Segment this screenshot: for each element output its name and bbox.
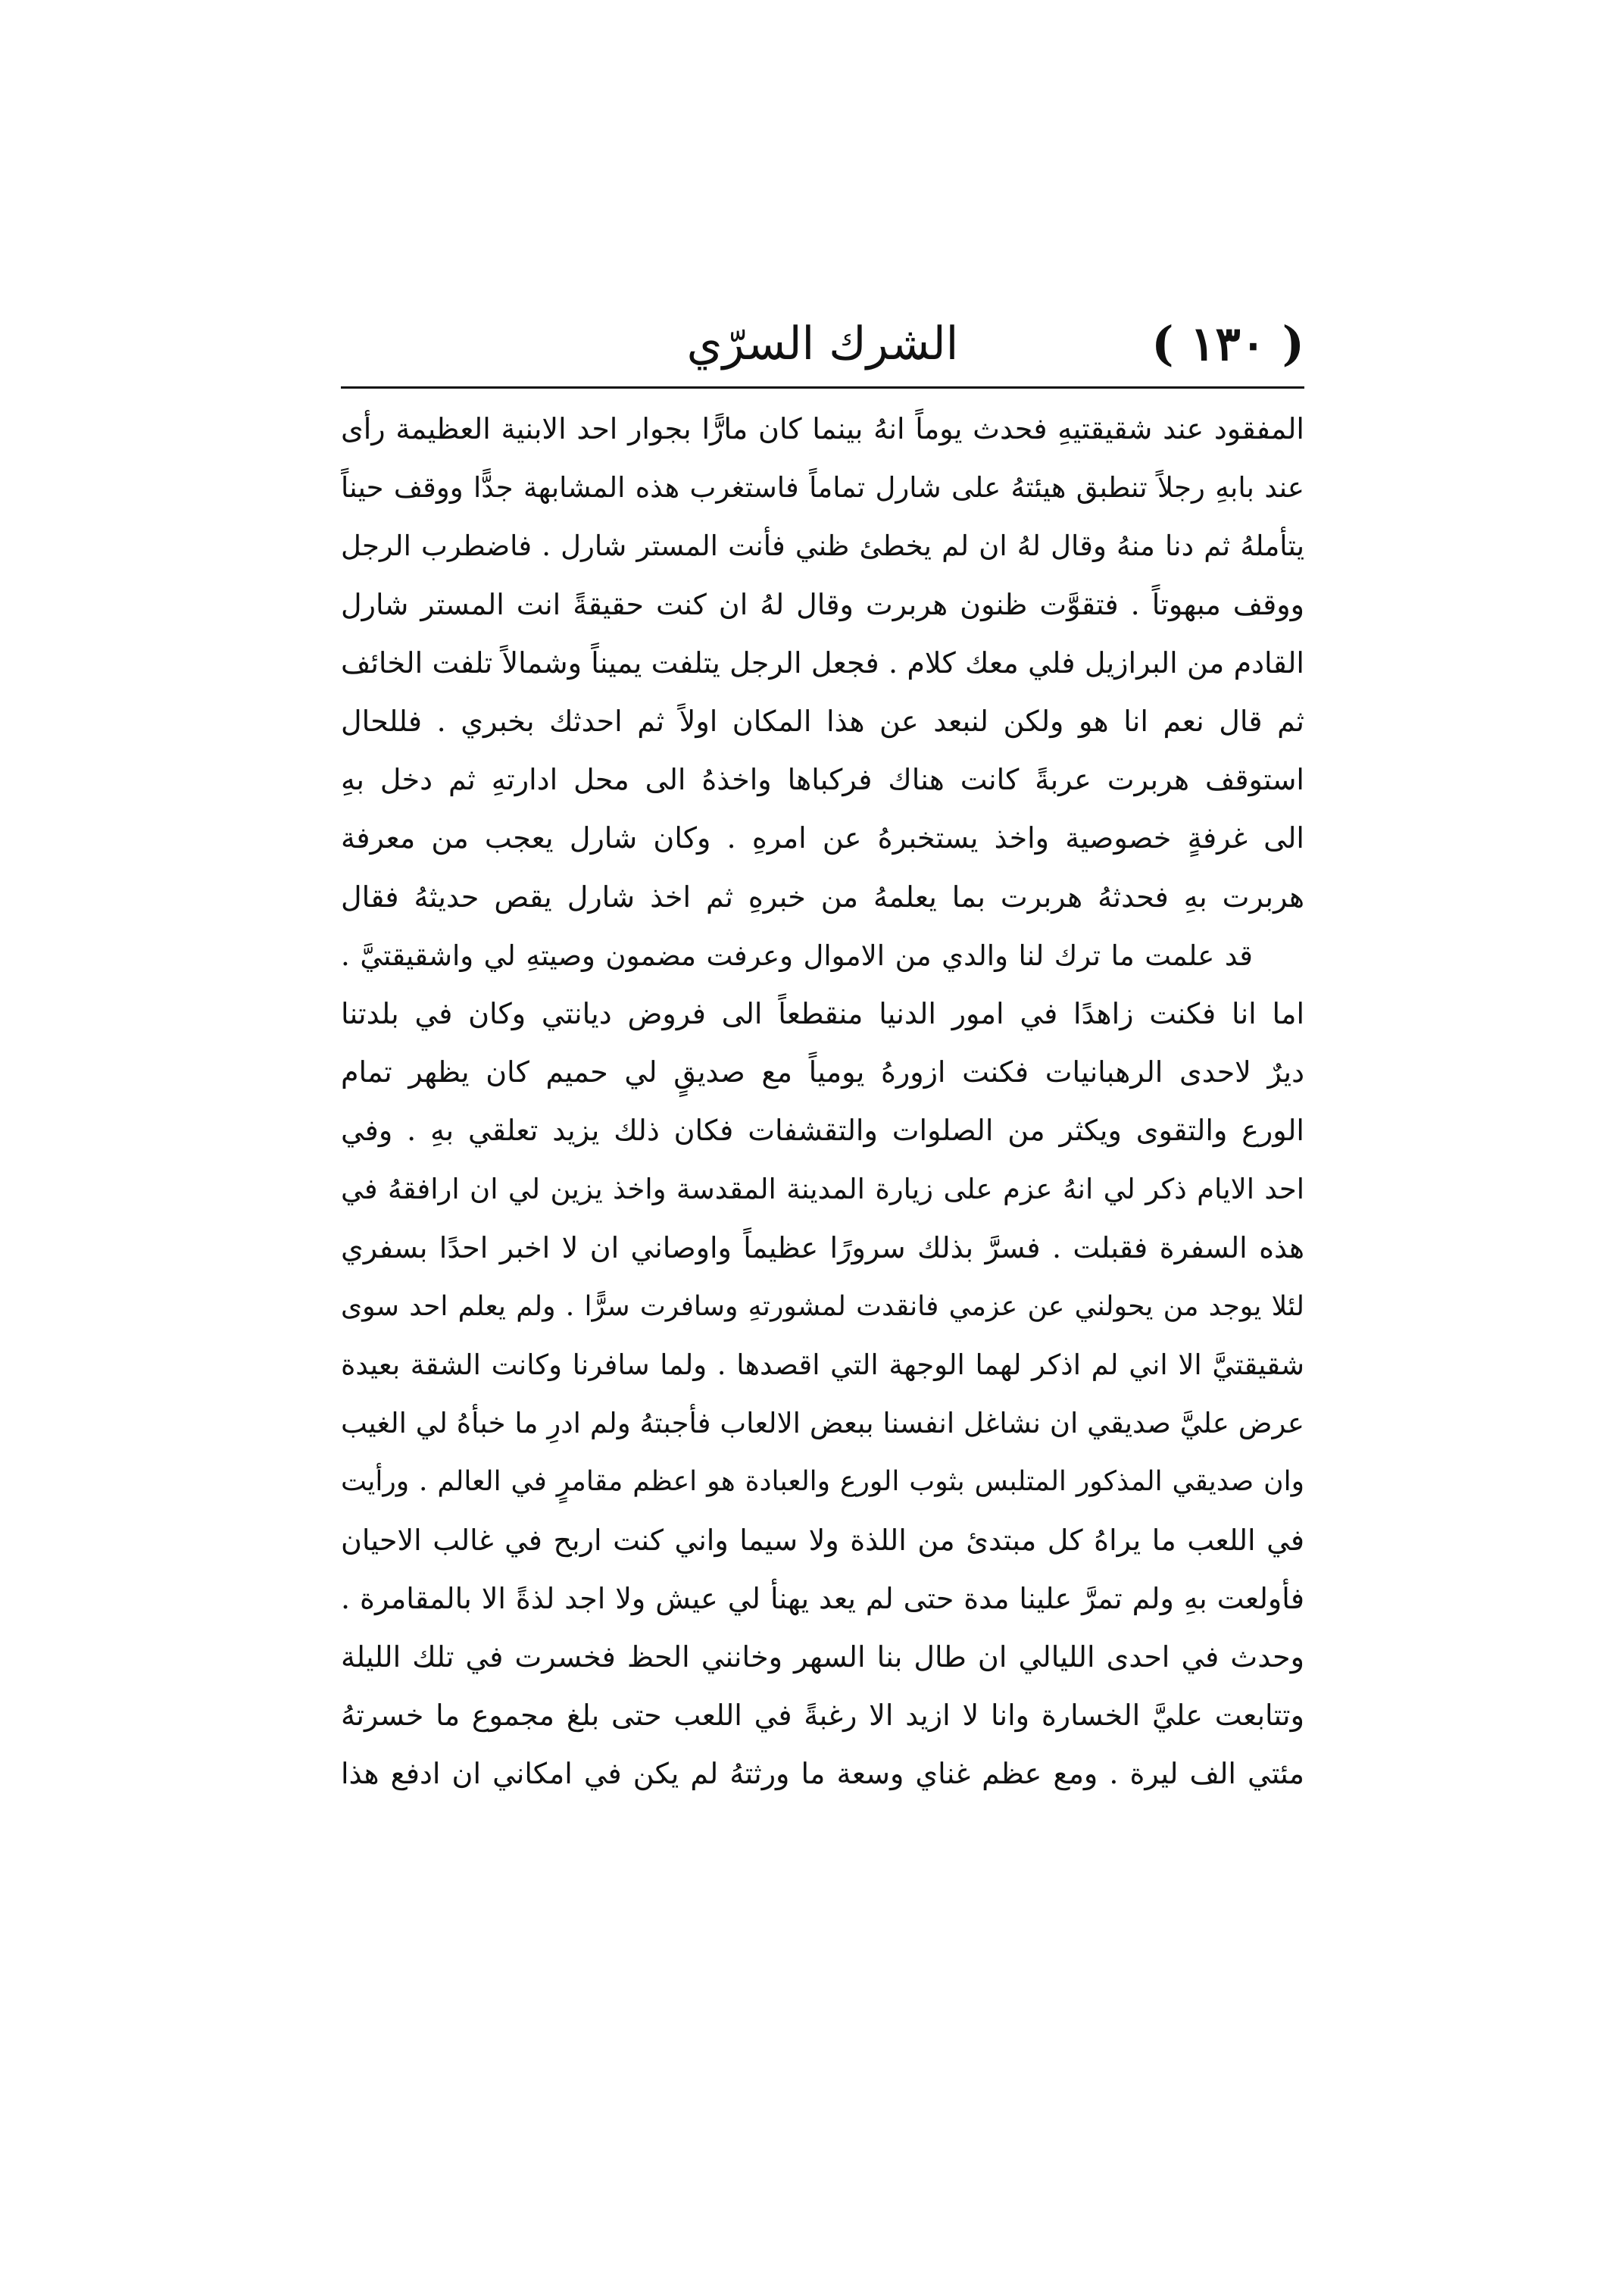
text-line: يتأملهُ ثم دنا منهُ وقال لهُ ان لم يخطئ ظني فأنت المستر شارل . فاضطرب الرجل xyxy=(341,530,1304,563)
text-line: ثم قال نعم انا هو ولكن لنبعد عن هذا المكان اولاً ثم احدثك بخبري . فللحال xyxy=(341,704,1304,738)
text-line: هربرت بهِ فحدثهُ هربرت بما يعلمهُ من خبرهِ ثم اخذ شارل يقص حديثهُ فقال xyxy=(341,880,1304,914)
text-line: استوقف هربرت عربةً كانت هناك فركباها واخذهُ الى محل ادارتهِ ثم دخل بهِ xyxy=(341,763,1304,797)
text-line: احد الايام ذكر لي انهُ عزم على زيارة المدينة المقدسة واخذ يزين لي ان ارافقهُ في xyxy=(341,1173,1304,1206)
text-line: في اللعب ما يراهُ كل مبتدئ من اللذة ولا سيما واني كنت اربح في غالب الاحيان xyxy=(341,1523,1304,1557)
text-line: فأولعت بهِ ولم تمرَّ علينا مدة حتى لم يعد يهنأ لي عيش ولا اجد لذةً الا بالمقامرة . xyxy=(341,1581,1304,1615)
body-text xyxy=(341,400,1304,1804)
header-rule xyxy=(341,386,1304,389)
text-line: قد علمت ما ترك لنا والدي من الاموال وعرفت مضمون وصيتهِ لي واشقيقتيَّ . xyxy=(341,939,1253,972)
running-title: الشرك السرّي xyxy=(686,317,959,370)
text-line: هذه السفرة فقبلت . فسرَّ بذلك سرورًا عظيماً واوصاني ان لا اخبر احدًا بسفري xyxy=(341,1230,1304,1264)
text-line: القادم من البرازيل فلي معك كلام . فجعل الرجل يتلفت يميناً وشمالاً تلفت الخائف xyxy=(341,645,1304,680)
page-number: ( ١٣٠ ) xyxy=(1151,316,1304,371)
text-line: مئتي الف ليرة . ومع عظم غناي وسعة ما ورثتهُ لم يكن في امكاني ان ادفع هذا xyxy=(341,1757,1304,1791)
text-line: وان صديقي المذكور المتلبس بثوب الورع والعبادة هو اعظم مقامرٍ في العالم . ورأيت xyxy=(341,1466,1304,1498)
text-line: ووقف مبهوتاً . فتقوَّت ظنون هربرت وقال لهُ ان كنت حقيقةً انت المستر شارل xyxy=(341,587,1304,621)
text-line: وحدث في احدى الليالي ان طال بنا السهر وخانني الحظ فخسرت في تلك الليلة xyxy=(341,1639,1304,1674)
text-line: عرض عليَّ صديقي ان نشاغل انفسنا ببعض الالعاب فأجبتهُ ولم ادرِ ما خبأهُ لي الغيب xyxy=(341,1407,1304,1440)
text-line: شقيقتيَّ الا اني لم اذكر لهما الوجهة التي اقصدها . ولما سافرنا وكانت الشقة بعيدة xyxy=(341,1349,1304,1381)
text-line: عند بابهِ رجلاً تنطبق هيئتهُ على شارل تماماً فاستغرب هذه المشابهة جدًّا ووقف حيناً xyxy=(341,471,1304,505)
text-line: الورع والتقوى ويكثر من الصلوات والتقشفات فكان ذلك يزيد تعلقي بهِ . وفي xyxy=(341,1114,1304,1148)
text-line: المفقود عند شقيقتيهِ فحدث يوماً انهُ بينما كان مارًّا بجوار احد الابنية العظيمة رأى xyxy=(341,412,1304,445)
page-header xyxy=(341,309,1304,385)
text-line: ديرٌ لاحدى الرهبانيات فكنت ازورهُ يومياً مع صديقٍ لي حميم كان يظهر تمام xyxy=(341,1055,1304,1089)
text-line: الى غرفةٍ خصوصية واخذ يستخبرهُ عن امرهِ . وكان شارل يعجب من معرفة xyxy=(341,821,1304,855)
text-line: اما انا فكنت زاهدًا في امور الدنيا منقطعاً الى فروض ديانتي وكان في بلدتنا xyxy=(341,996,1304,1030)
text-line: لئلا يوجد من يحولني عن عزمي فانقدت لمشورتهِ وسافرت سرًّا . ولم يعلم احد سوى xyxy=(341,1290,1304,1322)
text-line: وتتابعت عليَّ الخسارة وانا لا ازيد الا رغبةً في اللعب حتى بلغ مجموع ما خسرتهُ xyxy=(341,1699,1304,1733)
